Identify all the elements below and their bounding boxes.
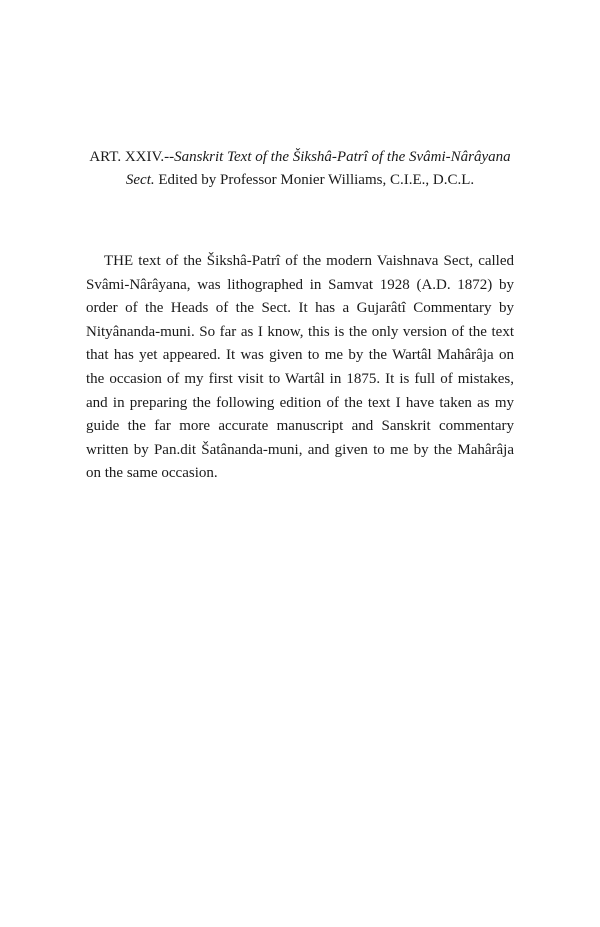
article-title: Sanskrit Text of the Šikshâ-Patrî of the Svâmi-Nârâyana Sect. [125,149,511,188]
body-paragraph: THE text of the Šikshâ-Patrî of the modern Vaishnava Sect, called Svâmi-Nârâyana, was lithographed in Samvat 1928 (A.D. 1872) by order of the Heads of the Sect. It has a Gujarâtî Commentary by Nityânanda-muni. So far as I know, this is the only version of the text that has yet appeared. It was given to me by the Wartâl Mahârâja on the occasion of my first visit to Wartâl in 1875. It is full of mistakes, and in preparing the following edition of the text I have taken as my guide the far more accurate manuscript and Sanskrit commentary written by Pan.dit Šatânanda-muni, and given to me by the Mahârâja on the same occasion. [86,253,514,482]
article-heading [86,146,514,192]
article-number: ART. XXIV.-- [89,149,175,165]
article-editor: Edited by Professor Monier Williams, C.I.E., D.C.L. [154,172,475,188]
